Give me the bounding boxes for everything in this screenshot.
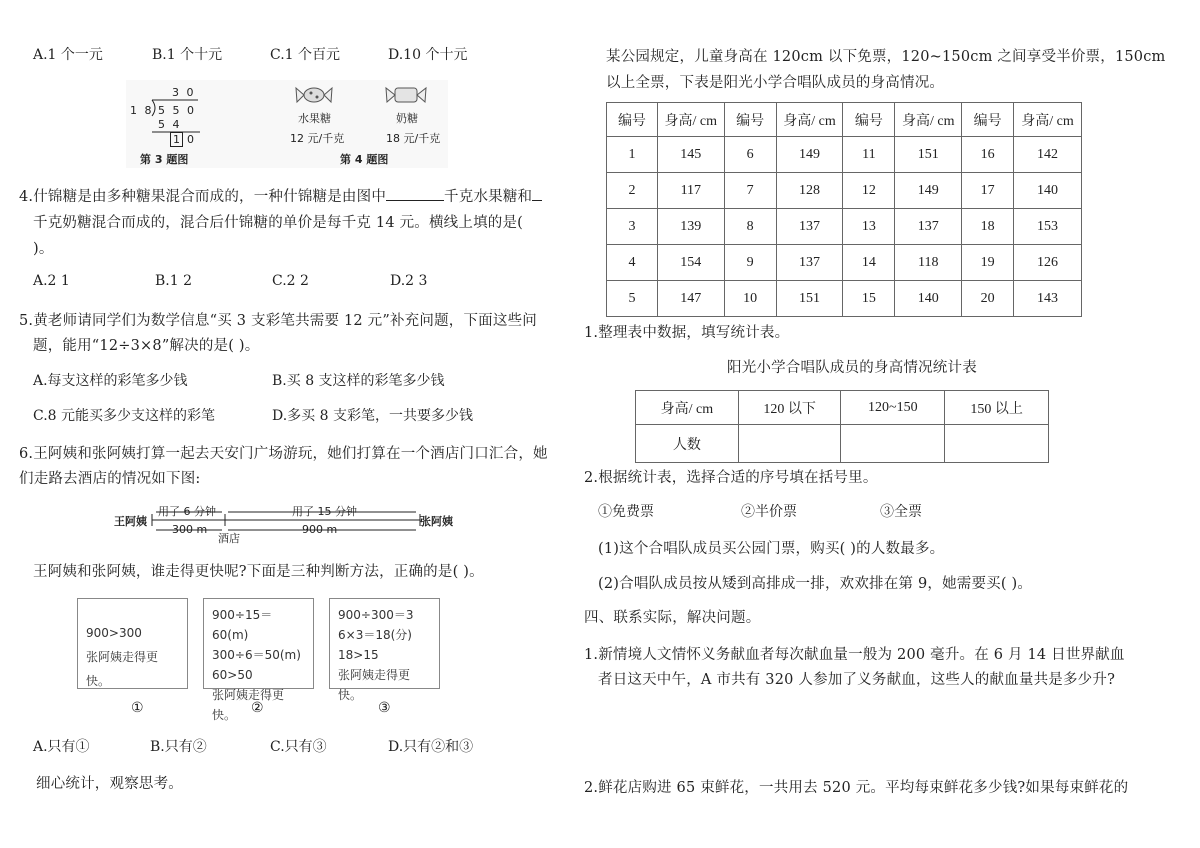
method-2-line: 900÷15＝60(m) <box>212 608 273 642</box>
table-cell: 2 <box>607 173 658 209</box>
q4-line-3: )。 <box>33 241 54 257</box>
figure-caption-3: 第 3 题图 <box>140 153 189 166</box>
q4-blank-1 <box>386 200 444 201</box>
division-remainder <box>160 132 194 147</box>
method-box-2 <box>203 598 314 722</box>
table-row <box>607 209 1082 245</box>
fruit-candy-price: 12 元/千克 <box>290 132 345 145</box>
q3-option-d: D.10 个十元 <box>388 47 468 63</box>
table-cell: 5 <box>607 281 658 317</box>
stat-header: 120 以下 <box>738 391 841 425</box>
q5-option-c: C.8 元能买多少支这样的彩笔 <box>33 408 216 424</box>
q6-option-b: B.只有② <box>150 739 207 755</box>
q3-option-a: A.1 个一元 <box>33 47 103 63</box>
q5-line-2: 题，能用“12÷3×8”解决的是( )。 <box>33 338 260 354</box>
table-cell: 139 <box>657 209 724 245</box>
method-3-line: 6×3＝18(分) <box>338 628 412 642</box>
stat-header: 150 以上 <box>945 391 1049 425</box>
problem-1-line-1: 1.新情境人文情怀义务献血者每次献血量一般为 200 毫升。在 6 月 14 日世界献血 <box>584 647 1125 663</box>
table-header: 身高/ cm <box>776 103 843 137</box>
q4-blank-2 <box>532 200 542 201</box>
table-cell: 154 <box>657 245 724 281</box>
division-divisor: 1 8 <box>130 104 154 117</box>
stat-header: 120~150 <box>841 391 945 425</box>
hotel-label: 酒店 <box>218 532 240 545</box>
q3-option-b: B.1 个十元 <box>152 47 223 63</box>
table-cell: 10 <box>724 281 776 317</box>
table-cell: 137 <box>776 245 843 281</box>
distance-left: 300 m <box>172 523 208 536</box>
table-header: 编号 <box>843 103 895 137</box>
method-num-1: ① <box>131 700 144 716</box>
q4-option-a: A.2 1 <box>33 273 70 289</box>
table-header: 身高/ cm <box>895 103 962 137</box>
q4-option-c: C.2 2 <box>272 273 309 289</box>
table-cell: 137 <box>776 209 843 245</box>
q6-line-2: 们走路去酒店的情况如下图: <box>19 471 201 487</box>
figure-caption-4: 第 4 题图 <box>340 153 389 166</box>
method-3-line: 900÷300＝3 <box>338 608 414 622</box>
table-cell: 16 <box>962 137 1014 173</box>
table-header: 编号 <box>724 103 776 137</box>
walker-right-label: 张阿姨 <box>420 515 453 528</box>
table-cell: 19 <box>962 245 1014 281</box>
table-row <box>607 137 1082 173</box>
q2-sub-2: (2)合唱队成员按从矮到高排成一排，欢欢排在第 9，她需要买( )。 <box>598 576 1033 592</box>
table-cell: 137 <box>895 209 962 245</box>
q3-option-c: C.1 个百元 <box>270 47 341 63</box>
table-cell: 149 <box>895 173 962 209</box>
milk-candy-name: 奶糖 <box>396 112 418 125</box>
method-3-line: 张阿姨走得更快。 <box>338 668 411 702</box>
remainder-tail: 0 <box>187 133 194 146</box>
method-2-line: 张阿姨走得更快。 <box>212 688 285 722</box>
method-2-line: 300÷6＝50(m) <box>212 648 301 662</box>
table-header: 编号 <box>607 103 658 137</box>
table-cell: 18 <box>962 209 1014 245</box>
q6-option-d: D.只有②和③ <box>388 739 474 755</box>
table-cell: 3 <box>607 209 658 245</box>
stat-instruction: 1.整理表中数据，填写统计表。 <box>584 325 790 341</box>
problem-1-line-2: 者日这天中午，A 市共有 320 人参加了义务献血，这些人的献血量共是多少升? <box>598 672 1116 688</box>
walker-left-label: 王阿姨 <box>114 515 147 528</box>
table-cell: 151 <box>895 137 962 173</box>
milk-candy-price: 18 元/千克 <box>386 132 441 145</box>
table-cell: 4 <box>607 245 658 281</box>
table-cell: 117 <box>657 173 724 209</box>
time-right: 用了 15 分钟 <box>292 505 357 518</box>
distance-right: 900 m <box>302 523 338 536</box>
q2-sub-1: (1)这个合唱队成员买公园门票，购买( )的人数最多。 <box>598 541 945 557</box>
q6-question: 王阿姨和张阿姨，谁走得更快呢?下面是三种判断方法，正确的是( )。 <box>33 564 484 580</box>
table-cell: 143 <box>1014 281 1082 317</box>
time-left: 用了 6 分钟 <box>158 505 216 518</box>
section-intro: 细心统计，观察思考。 <box>36 776 183 792</box>
stat-answer-cell[interactable] <box>841 425 945 463</box>
division-dividend: 5 5 0 <box>158 104 196 117</box>
table-cell: 12 <box>843 173 895 209</box>
table-cell: 7 <box>724 173 776 209</box>
q2-instruction: 2.根据统计表，选择合适的序号填在括号里。 <box>584 470 878 486</box>
method-1-line: 张阿姨走得更快。 <box>86 650 159 688</box>
q5-option-a: A.每支这样的彩笔多少钱 <box>33 373 188 389</box>
q5-option-d: D.多买 8 支彩笔，一共要多少钱 <box>272 408 473 424</box>
q6-line-1: 6.王阿姨和张阿姨打算一起去天安门广场游玩，她们打算在一个酒店门口汇合，她 <box>19 446 548 462</box>
table-header: 身高/ cm <box>1014 103 1082 137</box>
table-cell: 13 <box>843 209 895 245</box>
q4-option-d: D.2 3 <box>390 273 428 289</box>
stat-count-row <box>636 425 1049 463</box>
table-cell: 9 <box>724 245 776 281</box>
problem-2-line-1: 2.鲜花店购进 65 束鲜花，一共用去 520 元。平均每束鲜花多少钱?如果每束鲜花的 <box>584 780 1129 796</box>
table-header-row <box>607 103 1082 137</box>
table-cell: 140 <box>895 281 962 317</box>
table-cell: 145 <box>657 137 724 173</box>
method-3-line: 18>15 <box>338 648 379 662</box>
table-cell: 11 <box>843 137 895 173</box>
table-cell: 15 <box>843 281 895 317</box>
park-line-2: 以上全票，下表是阳光小学合唱队成员的身高情况。 <box>606 75 945 91</box>
q5-option-b: B.买 8 支这样的彩笔多少钱 <box>272 373 445 389</box>
fruit-candy-name: 水果糖 <box>298 112 331 125</box>
table-header: 编号 <box>962 103 1014 137</box>
table-header: 身高/ cm <box>657 103 724 137</box>
walk-path <box>150 510 422 534</box>
table-cell: 6 <box>724 137 776 173</box>
method-2-line: 60>50 <box>212 668 253 682</box>
table-cell: 149 <box>776 137 843 173</box>
method-box-3 <box>329 598 440 702</box>
table-row <box>607 173 1082 209</box>
fruit-candy-icon <box>294 84 334 106</box>
table-cell: 126 <box>1014 245 1082 281</box>
table-cell: 1 <box>607 137 658 173</box>
remainder-box: 1 <box>170 132 183 147</box>
q6-option-a: A.只有① <box>33 739 90 755</box>
stat-header-row <box>636 391 1049 425</box>
division-quotient: 3 0 <box>172 86 196 99</box>
ticket-choice-1: ①免费票 <box>598 504 654 520</box>
stat-row-label: 人数 <box>636 425 739 463</box>
table-cell: 20 <box>962 281 1014 317</box>
table-cell: 140 <box>1014 173 1082 209</box>
stat-table-title: 阳光小学合唱队成员的身高情况统计表 <box>727 360 977 376</box>
q4-line1-b: 千克水果糖和 <box>444 189 533 205</box>
q4-option-b: B.1 2 <box>155 273 193 289</box>
height-data-table <box>606 102 1082 317</box>
milk-candy-icon <box>384 84 428 106</box>
table-row <box>607 281 1082 317</box>
table-cell: 14 <box>843 245 895 281</box>
table-cell: 128 <box>776 173 843 209</box>
q6-option-c: C.只有③ <box>270 739 327 755</box>
table-cell: 118 <box>895 245 962 281</box>
stat-answer-cell[interactable] <box>945 425 1049 463</box>
ticket-choice-2: ②半价票 <box>741 504 797 520</box>
section-4-heading: 四、联系实际，解决问题。 <box>584 610 761 626</box>
method-box-1 <box>77 598 188 689</box>
q4-line-2: 千克奶糖混合而成的，混合后什锦糖的单价是每千克 14 元。横线上填的是( <box>33 215 524 231</box>
q4-line-1 <box>19 185 542 206</box>
method-num-3: ③ <box>378 700 391 716</box>
stat-table <box>635 390 1049 463</box>
ticket-choice-3: ③全票 <box>880 504 922 520</box>
table-cell: 142 <box>1014 137 1082 173</box>
table-cell: 147 <box>657 281 724 317</box>
q5-line-1: 5.黄老师请同学们为数学信息“买 3 支彩笔共需要 12 元”补充问题，下面这些问 <box>19 313 537 329</box>
table-cell: 151 <box>776 281 843 317</box>
stat-answer-cell[interactable] <box>738 425 841 463</box>
method-1-line: 900>300 <box>86 626 142 640</box>
table-cell: 8 <box>724 209 776 245</box>
stat-header: 身高/ cm <box>636 391 739 425</box>
park-line-1: 某公园规定，儿童身高在 120cm 以下免票，120~150cm 之间享受半价票，150cm <box>606 49 1166 65</box>
q4-line1-a: 4.什锦糖是由多种糖果混合而成的，一种什锦糖是由图中 <box>19 189 387 205</box>
division-product: 5 4 <box>158 118 182 131</box>
method-num-2: ② <box>251 700 264 716</box>
table-row <box>607 245 1082 281</box>
table-cell: 153 <box>1014 209 1082 245</box>
table-cell: 17 <box>962 173 1014 209</box>
